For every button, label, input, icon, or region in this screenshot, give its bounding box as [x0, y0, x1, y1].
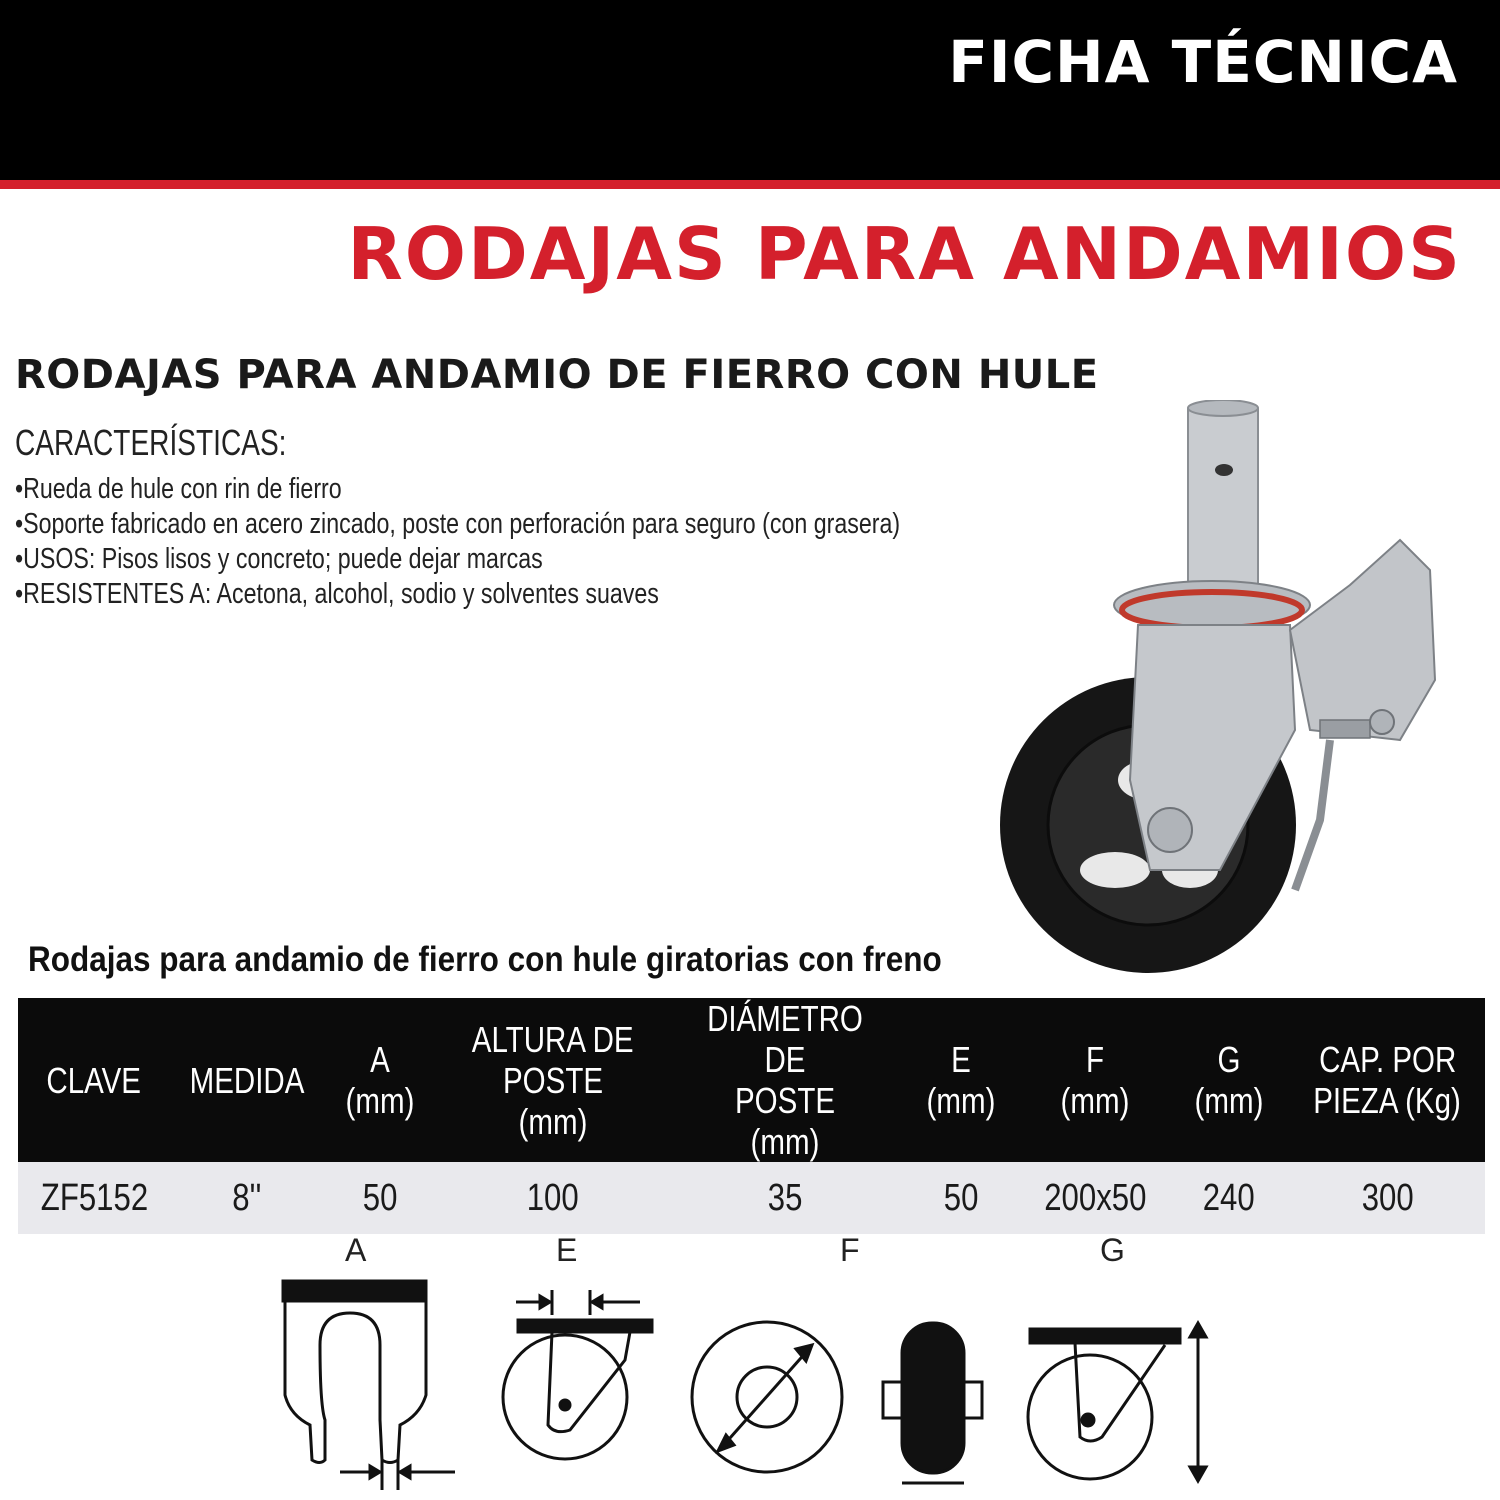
header-text: (mm) [1194, 1080, 1264, 1121]
col-diametro-poste [670, 998, 900, 1162]
cell-text: 200x50 [1043, 1176, 1147, 1219]
dimension-diagrams [240, 1265, 1240, 1495]
table-row [18, 1162, 1485, 1234]
diagram-g-height [1028, 1323, 1206, 1481]
col-f [1022, 998, 1168, 1162]
header-text: (mm) [926, 1080, 996, 1121]
col-capacidad [1290, 998, 1485, 1162]
cell-text: 50 [362, 1176, 398, 1219]
cell-medida [170, 1162, 324, 1234]
cell-text: 8'' [232, 1176, 262, 1219]
product-subtitle: RODAJAS PARA ANDAMIO DE FIERRO CON HULE [15, 352, 1099, 398]
cell-text: 50 [943, 1176, 979, 1219]
cell-e [900, 1162, 1022, 1234]
table-title: Rodajas para andamio de fierro con hule giratorias con freno [28, 940, 942, 979]
cell-clave [18, 1162, 170, 1234]
col-e [900, 998, 1022, 1162]
feature-item: •Soporte fabricado en acero zincado, poste con perforación para seguro (con grasera) [15, 508, 901, 540]
cell-capacidad [1290, 1162, 1485, 1234]
caster-wheel-image [990, 400, 1460, 980]
cell-text: 300 [1361, 1176, 1414, 1219]
header-text: MEDIDA [189, 1059, 305, 1101]
cell-text: 240 [1203, 1176, 1255, 1219]
header-text: (mm) [518, 1100, 588, 1142]
diagram-label-g: G [1100, 1232, 1125, 1268]
diagram-a-fork [283, 1281, 455, 1490]
feature-item: •USOS: Pisos lisos y concreto; puede dejar marcas [15, 543, 543, 575]
diagram-f-wheel [692, 1322, 982, 1483]
ficha-tecnica-label: FICHA TÉCNICA [948, 28, 1458, 96]
cell-f [1022, 1162, 1168, 1234]
header-text: (mm) [1060, 1080, 1130, 1121]
header-text: POSTE [734, 1080, 836, 1121]
table-header-row [18, 998, 1485, 1162]
diagram-label-a: A [345, 1232, 367, 1268]
header-text: ALTURA DE [472, 1018, 634, 1060]
header-text: G [1217, 1039, 1241, 1080]
cell-text: 35 [767, 1176, 803, 1219]
spec-table [18, 998, 1485, 1234]
cell-text: 100 [527, 1176, 579, 1219]
diagram-e-offset [503, 1290, 652, 1459]
col-a [324, 998, 436, 1162]
characteristics-list [15, 472, 1121, 612]
page-title: RODAJAS PARA ANDAMIOS [347, 212, 1462, 296]
header-text: CAP. POR [1318, 1039, 1457, 1080]
cell-a [324, 1162, 436, 1234]
header-text: CLAVE [46, 1059, 142, 1101]
cell-altura-poste [436, 1162, 670, 1234]
feature-item: •RESISTENTES A: Acetona, alcohol, sodio y solventes suaves [15, 578, 659, 610]
header-text: F [1085, 1039, 1105, 1080]
header-text: (mm) [345, 1080, 415, 1121]
header-text: DIÁMETRO DE [707, 998, 863, 1080]
cell-g [1168, 1162, 1290, 1234]
feature-item: •Rueda de hule con rin de fierro [15, 473, 342, 505]
diagram-label-e: E [556, 1232, 578, 1268]
diagram-label-f: F [840, 1232, 860, 1268]
header-text: (mm) [750, 1121, 820, 1162]
header-text: A [370, 1039, 390, 1080]
header-text: POSTE [502, 1059, 604, 1101]
col-clave [18, 998, 170, 1162]
cell-text: ZF5152 [40, 1176, 148, 1219]
col-g [1168, 998, 1290, 1162]
cell-diametro-poste [670, 1162, 900, 1234]
header-accent-line [0, 180, 1500, 189]
header-text: E [951, 1039, 971, 1080]
header-text: PIEZA (Kg) [1313, 1080, 1462, 1121]
col-altura-poste [436, 998, 670, 1162]
characteristics-heading: CARACTERÍSTICAS: [15, 422, 287, 463]
col-medida [170, 998, 324, 1162]
